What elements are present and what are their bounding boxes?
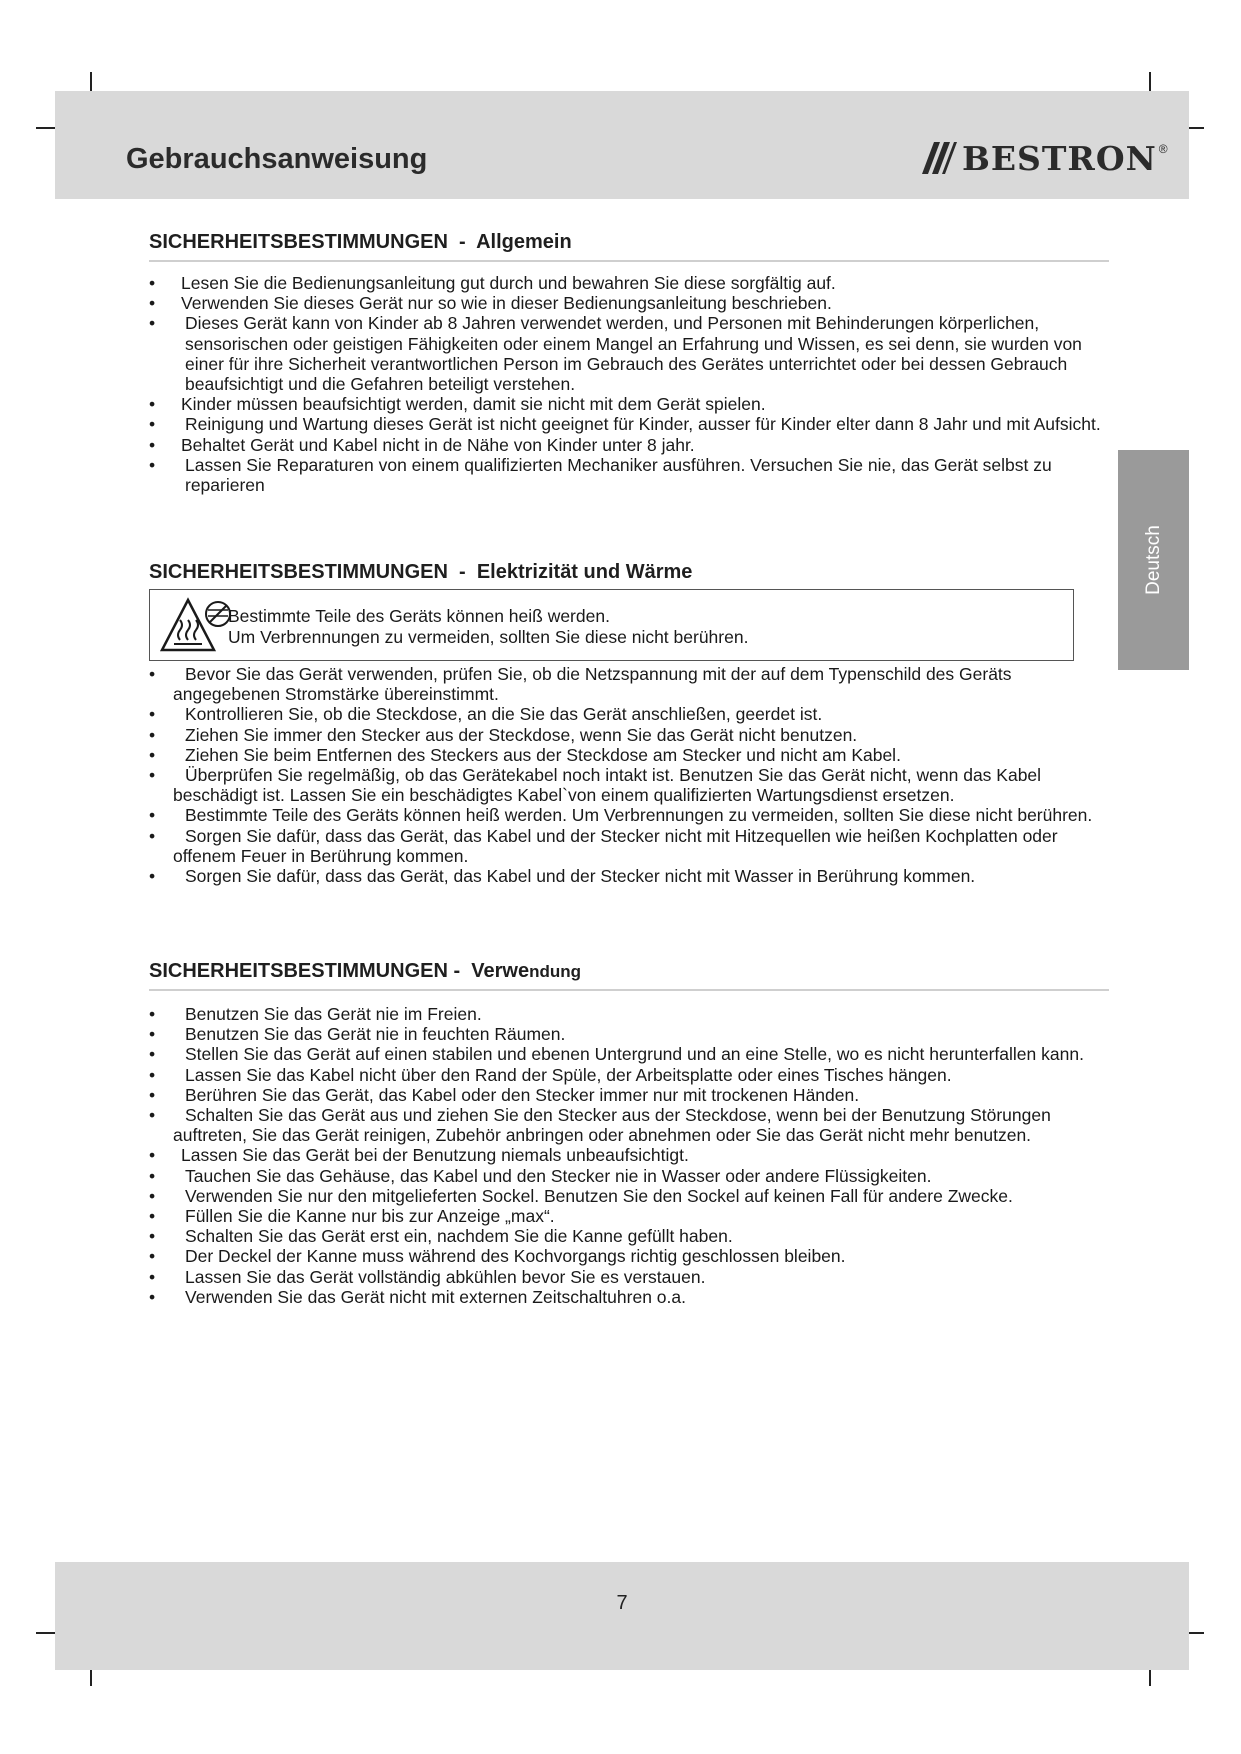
list-item: • Verwenden Sie nur den mitgelieferten Sockel. Benutzen Sie den Sockel auf keinen Fall für andere Zwecke. xyxy=(149,1185,1013,1206)
heading-separator: - xyxy=(459,561,466,583)
list-item: • Lesen Sie die Bedienungsanleitung gut durch und bewahren Sie diese sorgfältig auf. xyxy=(149,273,836,293)
brand-logo xyxy=(920,138,1168,178)
list-item: • Verwenden Sie das Gerät nicht mit externen Zeitschaltuhren o.a. xyxy=(149,1286,686,1307)
list-item: • Schalten Sie das Gerät erst ein, nachdem Sie die Kanne gefüllt haben. xyxy=(149,1226,733,1247)
list-item: • Lassen Sie das Gerät bei der Benutzung niemals unbeaufsichtigt. xyxy=(149,1145,689,1166)
list-item: • Kinder müssen beaufsichtigt werden, damit sie nicht mit dem Gerät spielen. xyxy=(149,394,766,415)
list-item: • Kontrollieren Sie, ob die Steckdose, an die Sie das Gerät anschließen, geerdet ist. xyxy=(149,704,823,725)
header-band xyxy=(55,91,1189,199)
list-item: • Bestimmte Teile des Geräts können heiß werden. Um Verbrennungen zu vermeiden, sollten Sie diese nicht berühren. xyxy=(149,805,1093,826)
warning-text xyxy=(228,606,748,647)
list-item: • Benutzen Sie das Gerät nie in feuchten Räumen. xyxy=(149,1024,566,1045)
trademark-symbol: ® xyxy=(1158,142,1168,156)
list-item: • Stellen Sie das Gerät auf einen stabilen und ebenen Untergrund und an eine Stelle, wo es nicht herunterfallen kann. xyxy=(149,1044,1084,1065)
list-item: • Behaltet Gerät und Kabel nicht in de Nähe von Kinder unter 8 jahr. xyxy=(149,434,695,455)
section-heading-electricity xyxy=(149,561,1109,590)
bestron-chevron-icon xyxy=(920,140,958,176)
list-item: • Berühren Sie das Gerät, das Kabel oder den Stecker immer nur mit trockenen Händen. xyxy=(149,1084,860,1105)
bullet-list-usage xyxy=(149,1004,1109,1307)
page-title: Gebrauchsanweisung xyxy=(126,143,428,175)
footer-band xyxy=(55,1562,1189,1670)
list-item: • Lassen Sie das Kabel nicht über den Rand der Spüle, der Arbeitsplatte oder eines Tisches hängen. xyxy=(149,1064,952,1085)
list-item: • Füllen Sie die Kanne nur bis zur Anzeige „max“. xyxy=(149,1206,555,1227)
heading-separator: - xyxy=(453,960,461,982)
list-item: • Sorgen Sie dafür, dass das Gerät, das Kabel und der Stecker nicht mit Hitzequellen wie heißen Kochplatten oder offenem Feuer in Berührung kommen. xyxy=(149,825,1058,866)
list-item: • Lassen Sie Reparaturen von einem qualifizierten Mechaniker ausführen. Versuchen Sie nie, das Gerät selbst zu reparieren xyxy=(149,454,1052,496)
bullet-list-electricity xyxy=(149,664,1109,886)
section-heading-general xyxy=(149,231,1109,262)
page-number: 7 xyxy=(616,1592,628,1614)
language-tab-label: Deutsch xyxy=(1142,525,1164,595)
list-item: • Der Deckel der Kanne muss während des Kochvorgangs richtig geschlossen bleiben. xyxy=(149,1246,846,1267)
warning-line: Um Verbrennungen zu vermeiden, sollten Sie diese nicht berühren. xyxy=(228,626,749,647)
list-item: • Dieses Gerät kann von Kinder ab 8 Jahren verwendet werden, und Personen mit Behinderungen körperlichen, sensorischen oder geistigen Fähigkeiten oder einem Mangel an Erfahrung und Wissen, es sei denn, sie wurden von einer für ihre Sicherheit verantwortlichen Person im Gebrauch des Gerätes unterrichtet oder bei dessen Gebrauch beaufsichtigt und die Gefahren beteiligt verstehen. xyxy=(149,313,1082,395)
section-heading-usage xyxy=(149,960,1109,991)
section-heading-text: SICHERHEITSBESTIMMUNGEN xyxy=(149,960,448,982)
section-heading-text: SICHERHEITSBESTIMMUNGEN xyxy=(149,231,448,253)
list-item: • Verwenden Sie dieses Gerät nur so wie in dieser Bedienungsanleitung beschrieben. xyxy=(149,293,832,314)
list-item: • Reinigung und Wartung dieses Gerät ist nicht geeignet für Kinder, ausser für Kinder elter dann 8 Jahr und mit Aufsicht. xyxy=(149,414,1101,435)
section-subheading: Allgemein xyxy=(476,231,572,253)
hot-surface-warning-box xyxy=(149,589,1074,661)
section-subheading: Elektrizität und Wärme xyxy=(476,561,693,583)
list-item: • Schalten Sie das Gerät aus und ziehen Sie den Stecker aus der Steckdose, wenn bei der Benutzung Störungen auftreten, Sie das Gerät reinigen, Zubehör anbringen oder abnehmen oder Sie das Gerät nicht mehr benutzen. xyxy=(149,1105,1051,1146)
list-item: • Bevor Sie das Gerät verwenden, prüfen Sie, ob die Netzspannung mit der auf dem Typenschild des Geräts angegebenen Stromstärke übereinstimmt. xyxy=(149,664,1012,705)
language-tab xyxy=(1118,450,1189,670)
list-item: • Sorgen Sie dafür, dass das Gerät, das Kabel und der Stecker nicht mit Wasser in Berührung kommen. xyxy=(149,866,976,887)
list-item: • Überprüfen Sie regelmäßig, ob das Gerätekabel noch intakt ist. Benutzen Sie das Gerät nicht, wenn das Kabel beschädigt ist. Lassen Sie ein beschädigtes Kabel`von einem qualifizierten Wartungsdienst ersetzen. xyxy=(149,765,1042,806)
list-item: • Lassen Sie das Gerät vollständig abkühlen bevor Sie es verstauen. xyxy=(149,1266,706,1287)
list-item: • Ziehen Sie immer den Stecker aus der Steckdose, wenn Sie das Gerät nicht benutzen. xyxy=(149,724,858,745)
list-item: • Ziehen Sie beim Entfernen des Steckers aus der Steckdose am Stecker und nicht am Kabel. xyxy=(149,744,901,765)
bullet-list-general xyxy=(149,273,1109,495)
brand-name: BESTRON xyxy=(962,138,1157,178)
section-heading-text: SICHERHEITSBESTIMMUNGEN xyxy=(149,561,448,583)
heading-separator: - xyxy=(459,231,466,253)
section-subheading: Verwendung xyxy=(471,960,582,982)
list-item: • Benutzen Sie das Gerät nie im Freien. xyxy=(149,1004,482,1024)
list-item: • Tauchen Sie das Gehäuse, das Kabel und den Stecker nie in Wasser oder andere Flüssigkeiten. xyxy=(149,1165,932,1186)
warning-line: Bestimmte Teile des Geräts können heiß werden. xyxy=(228,606,610,626)
